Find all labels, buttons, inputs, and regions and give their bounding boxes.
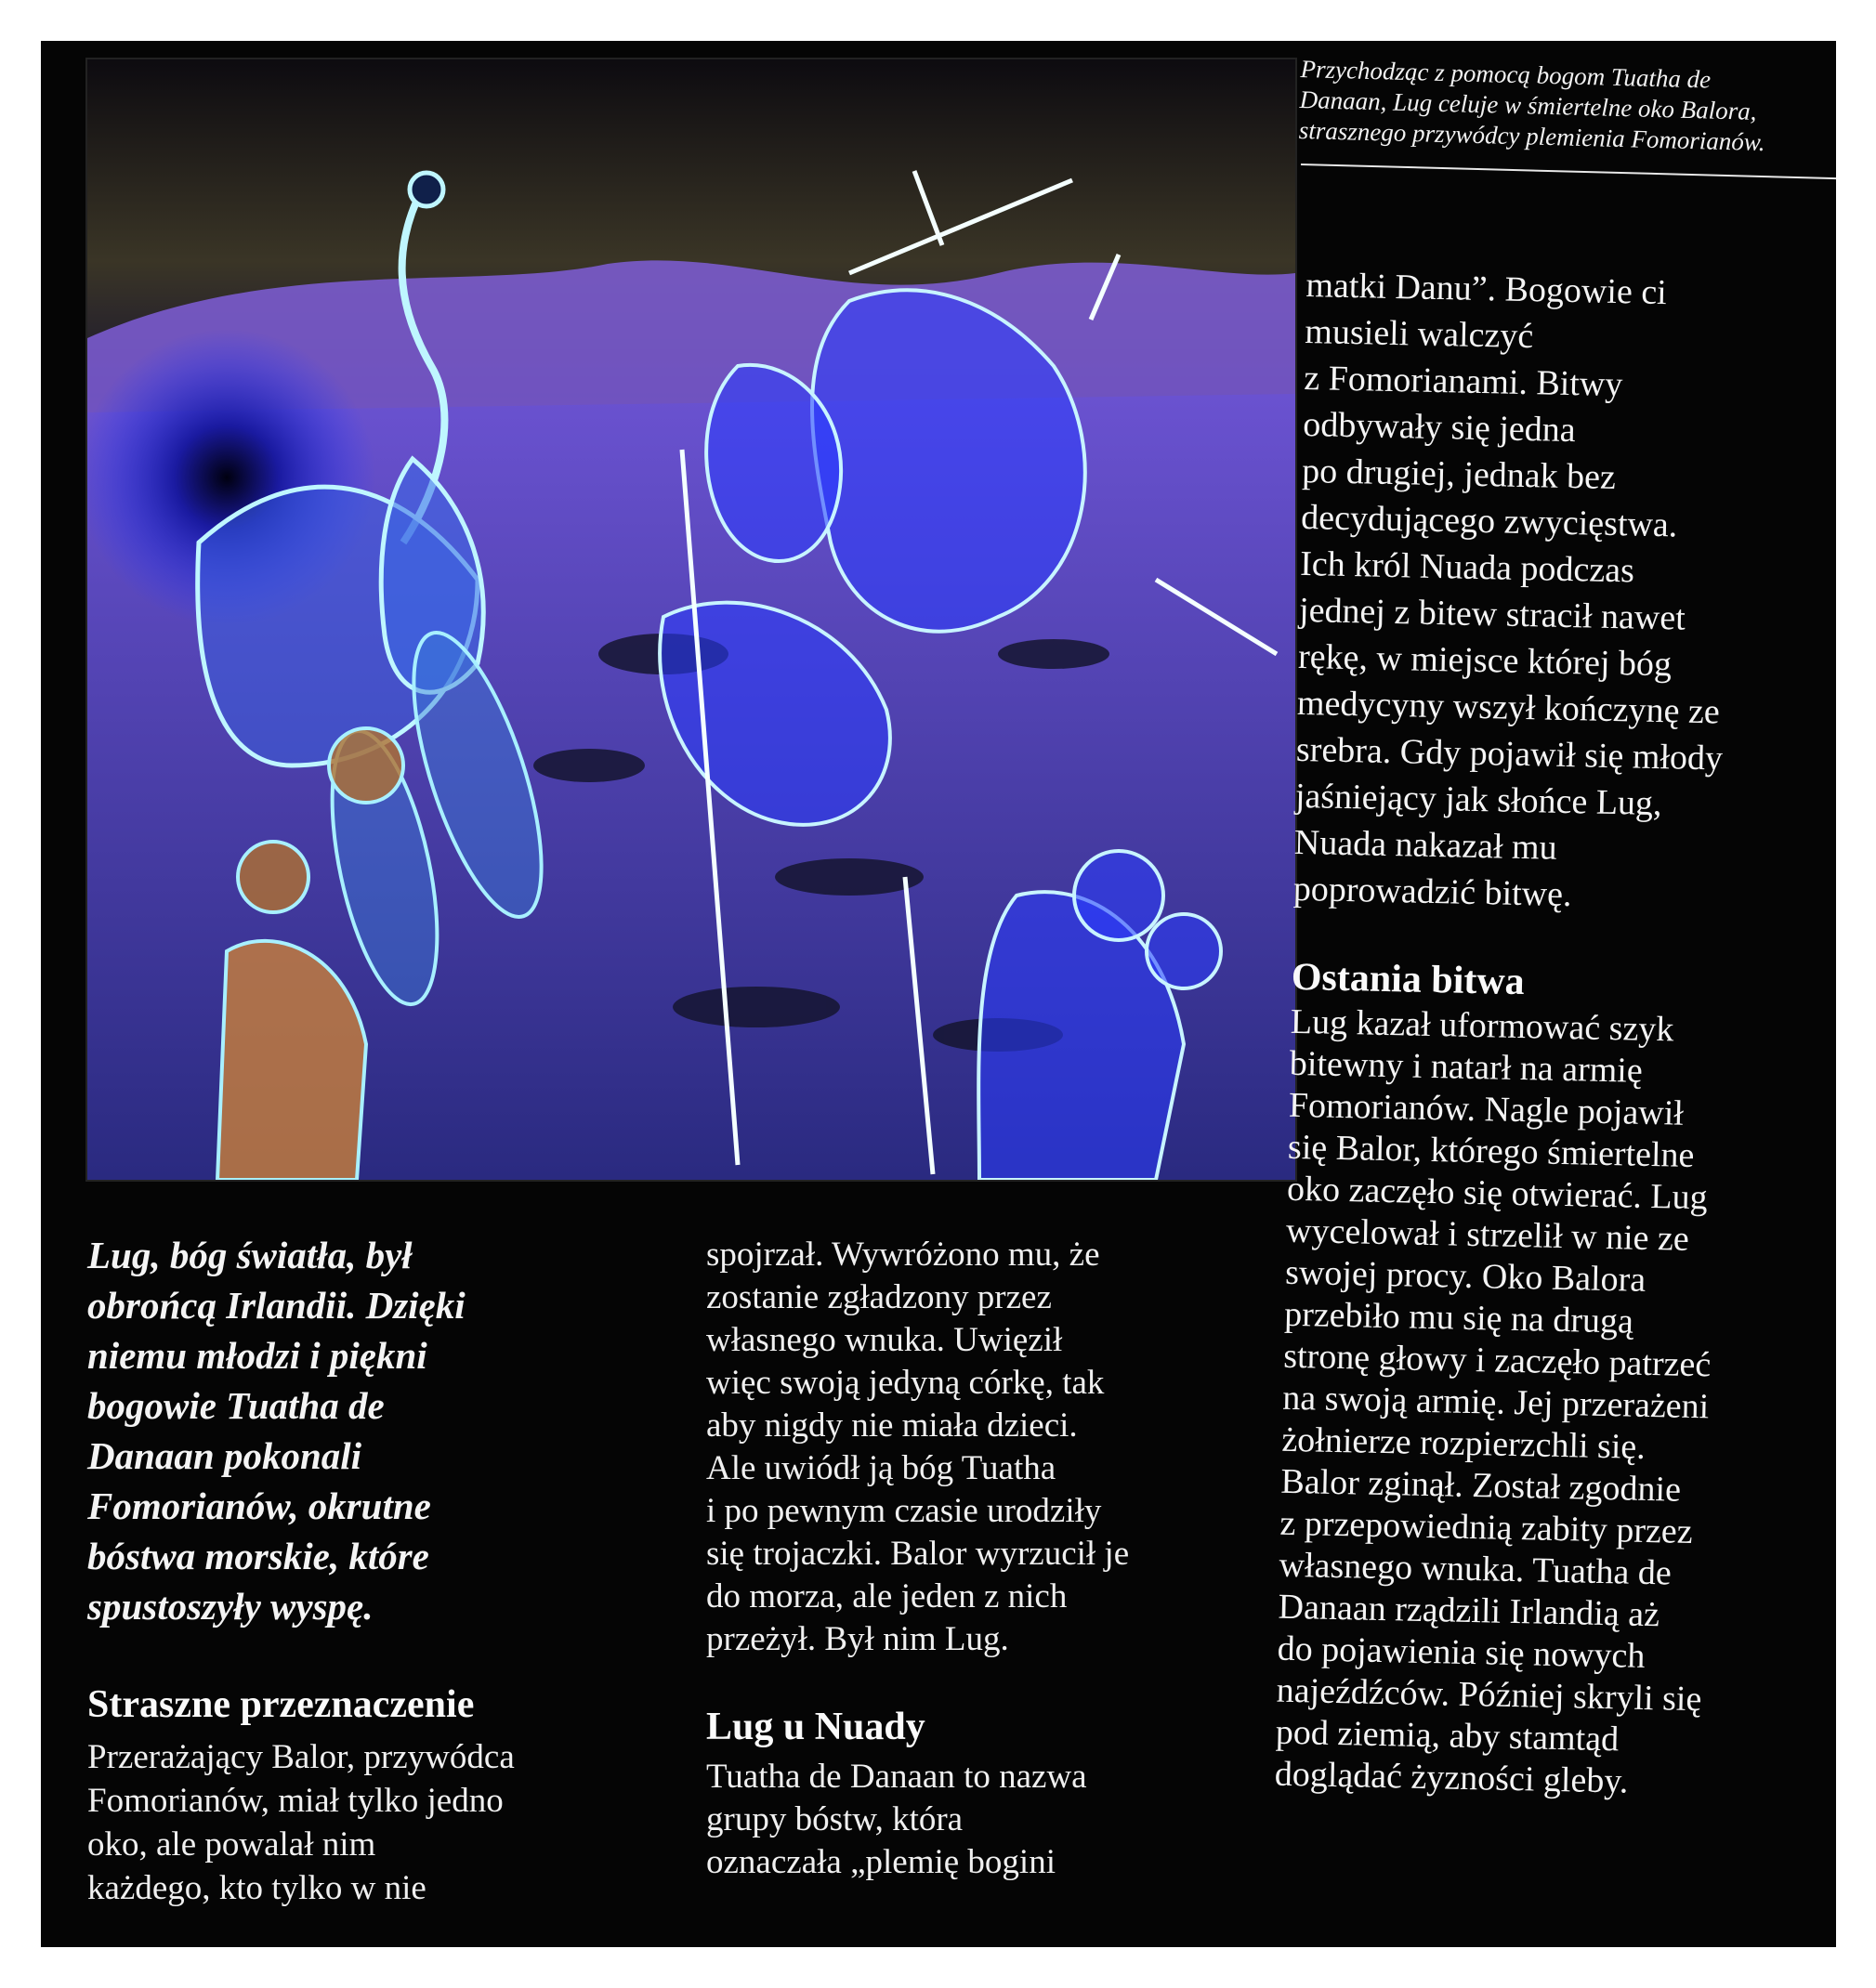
- lead-line: bóstwa morskie, które: [87, 1535, 429, 1577]
- text-line: każdego, kto tylko w nie: [87, 1869, 426, 1907]
- right-column-body: [1292, 262, 1836, 923]
- text-line: najeźdźców. Później skryli się: [1276, 1670, 1702, 1720]
- text-line: na swoją armię. Jej przerażeni: [1281, 1378, 1710, 1427]
- text-line: więc swoją jedyną córkę, tak: [706, 1364, 1105, 1402]
- lead-line: spustoszyły wyspę.: [87, 1585, 374, 1628]
- text-line: Balor zginął. Został zgodnie: [1280, 1461, 1682, 1510]
- section-heading-lug-u-nuady: Lug u Nuady: [706, 1706, 925, 1748]
- lead-line: Danaan pokonali: [87, 1434, 362, 1477]
- text-line: się Balor, którego śmiertelne: [1287, 1127, 1695, 1175]
- text-line: żołnierze rozpierzchli się.: [1281, 1419, 1646, 1467]
- text-line: Fomorianów, miał tylko jedno: [87, 1782, 504, 1820]
- caption-line: Przychodząc z pomocą bogom Tuatha de: [1300, 54, 1712, 94]
- text-line: Ale uwiódł ją bóg Tuatha: [706, 1449, 1056, 1487]
- section-heading-ostania-bitwa: Ostania bitwa: [1291, 955, 1526, 1004]
- text-line: aby nigdy nie miała dzieci.: [706, 1406, 1078, 1445]
- text-line: własnego wnuka. Uwięził: [706, 1321, 1063, 1359]
- text-line: własnego wnuka. Tuatha de: [1279, 1545, 1673, 1593]
- text-line: swojej procy. Oko Balora: [1284, 1252, 1646, 1300]
- left-column-section: [87, 1680, 719, 1910]
- lead-line: Lug, bóg światła, był: [87, 1234, 413, 1276]
- text-line: do pojawienia się nowych: [1277, 1628, 1646, 1676]
- text-line: przebiło mu się na drugą: [1283, 1294, 1634, 1341]
- text-line: matki Danu”. Bogowie ci: [1305, 265, 1668, 313]
- text-line: oko, ale powalał nim: [87, 1825, 376, 1864]
- text-line: odbywały się jedna: [1302, 404, 1577, 451]
- text-line: Danaan rządzili Irlandią aż: [1278, 1587, 1660, 1635]
- text-line: do morza, ale jeden z nich: [706, 1577, 1068, 1615]
- lead-line: niemu młodzi i piękni: [87, 1334, 427, 1377]
- middle-column: [706, 1234, 1301, 1884]
- text-line: srebra. Gdy pojawił się młody: [1295, 729, 1724, 778]
- text-line: zostanie zgładzony przez: [706, 1278, 1052, 1316]
- text-line: Ich król Nuada podczas: [1299, 543, 1635, 591]
- text-line: doglądać żyzności gleby.: [1274, 1754, 1629, 1801]
- text-line: przeżył. Był nim Lug.: [706, 1620, 1009, 1658]
- text-line: jaśniejący jak słońce Lug,: [1294, 776, 1662, 824]
- text-line: rękę, w miejsce której bóg: [1297, 636, 1673, 685]
- caption-divider: [1301, 163, 1836, 180]
- text-line: Przerażający Balor, przywódca: [87, 1738, 515, 1776]
- magazine-page: [41, 41, 1836, 1947]
- text-line: grupy bóstw, która: [706, 1800, 964, 1838]
- text-line: jednej z bitew stracił nawet: [1298, 590, 1686, 638]
- text-line: stronę głowy i zaczęło patrzeć: [1282, 1336, 1712, 1385]
- text-line: Nuada nakazał mu: [1293, 822, 1558, 868]
- lead-line: Fomorianów, okrutne: [87, 1484, 431, 1527]
- section-heading-straszne-przeznaczenie: Straszne przeznaczenie: [87, 1683, 475, 1726]
- text-line: po drugiej, jednak bez: [1301, 451, 1617, 498]
- caption-line: strasznego przywódcy plemienia Fomorianów.: [1298, 115, 1766, 157]
- lead-line: obrońcą Irlandii. Dzięki: [87, 1284, 466, 1327]
- illustration-art: [87, 59, 1295, 1180]
- text-line: decydującego zwycięstwa.: [1300, 497, 1678, 545]
- text-line: z Fomorianami. Bitwy: [1303, 358, 1623, 405]
- battle-illustration: [85, 58, 1297, 1182]
- caption-line: Danaan, Lug celuje w śmiertelne oko Balora,: [1299, 85, 1757, 125]
- text-line: Lug kazał uformować szyk: [1290, 1001, 1674, 1050]
- text-line: i po pewnym czasie urodziły: [706, 1492, 1102, 1530]
- right-column-section-body: [1274, 1001, 1830, 1807]
- text-line: musieli walczyć: [1304, 311, 1534, 357]
- image-caption: [1298, 54, 1820, 160]
- lead-paragraph: [87, 1230, 682, 1631]
- text-line: oznaczała „plemię bogini: [706, 1843, 1056, 1881]
- text-line: z przepowiednią zabity przez: [1279, 1503, 1694, 1551]
- text-line: się trojaczki. Balor wyrzucił je: [706, 1535, 1130, 1573]
- text-line: Tuatha de Danaan to nazwa: [706, 1758, 1087, 1796]
- text-line: medycyny wszył kończynę ze: [1296, 683, 1721, 732]
- text-line: oko zaczęło się otwierać. Lug: [1286, 1169, 1709, 1218]
- text-line: poprowadzić bitwę.: [1292, 869, 1572, 915]
- text-line: spojrzał. Wywróżono mu, że: [706, 1236, 1100, 1274]
- text-line: bitewny i natarł na armię: [1289, 1043, 1644, 1091]
- text-line: Fomorianów. Nagle pojawił: [1288, 1085, 1685, 1133]
- right-column: [1274, 262, 1836, 1807]
- text-line: pod ziemią, aby stamtąd: [1275, 1712, 1620, 1759]
- lead-line: bogowie Tuatha de: [87, 1384, 385, 1427]
- text-line: wycelował i strzelił w nie ze: [1285, 1210, 1690, 1259]
